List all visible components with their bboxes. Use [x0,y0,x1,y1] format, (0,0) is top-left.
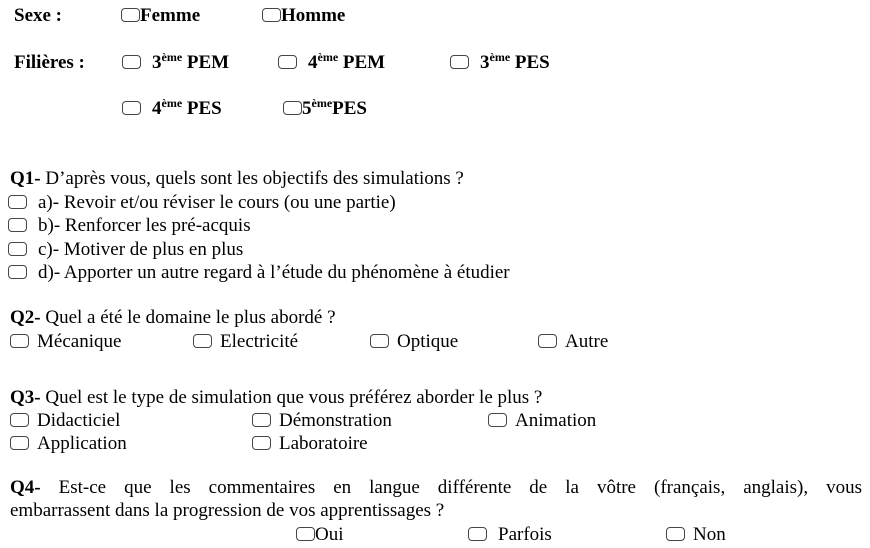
q2-title [10,306,336,329]
checkbox-autre[interactable] [538,334,557,348]
checkbox-4eme-pem[interactable] [278,55,297,69]
q1-option-a-label: a)- Revoir et/ou réviser le cours (ou une partie) [38,192,396,213]
q4-question-line2: embarrassent dans la progression de vos apprentissages ? [10,500,445,521]
q2-question: Quel a été le domaine le plus abordé ? [40,307,336,328]
checkbox-laboratoire[interactable] [252,436,271,450]
electricite-label: Electricité [220,331,299,352]
q2-option-autre [538,330,608,353]
application-label: Application [37,433,127,454]
q2-option-electricite [193,330,298,353]
checkbox-3eme-pem[interactable] [122,55,141,69]
q1-option-d [8,261,510,284]
q1-option-d-label: d)- Apporter un autre regard à l’étude du phénomène à étudier [38,262,510,283]
homme-label: Homme [281,5,346,26]
q4-number: Q4- [10,477,41,498]
checkbox-demonstration[interactable] [252,413,271,427]
checkbox-q1-a[interactable] [8,195,27,209]
mecanique-label: Mécanique [37,331,122,352]
checkbox-application[interactable] [10,436,29,450]
laboratoire-label: Laboratoire [279,433,368,454]
checkbox-electricite[interactable] [193,334,212,348]
q4-question-line1: Est-ce que les commentaires en langue différente de la vôtre (français, anglais), vous [58,477,862,498]
sexe-option-homme [262,4,345,27]
filiere-label-4eme-pem: 4ème PEM [308,50,386,73]
filiere-option-5eme-pes [283,97,367,120]
q1-option-a [8,191,396,214]
checkbox-animation[interactable] [488,413,507,427]
q1-option-b [8,214,251,237]
demonstration-label: Démonstration [279,410,392,431]
q2-option-optique [370,330,458,353]
q4-option-oui [296,523,344,546]
autre-label: Autre [565,331,609,352]
q1-option-c [8,238,243,261]
checkbox-femme[interactable] [121,8,140,22]
q1-option-b-label: b)- Renforcer les pré-acquis [38,215,251,236]
optique-label: Optique [397,331,459,352]
filiere-option-3eme-pem [122,51,229,74]
q1-number: Q1- [10,168,41,189]
q1-question: D’après vous, quels sont les objectifs des simulations ? [40,168,464,189]
animation-label: Animation [515,410,597,431]
filiere-label-3eme-pes: 3ème PES [480,50,550,73]
filiere-label-3eme-pem: 3ème PEM [152,50,230,73]
sexe-label: Sexe : [14,5,63,26]
oui-label: Oui [315,524,344,545]
checkbox-q1-c[interactable] [8,242,27,256]
sexe-option-femme [121,4,200,27]
checkbox-q1-d[interactable] [8,265,27,279]
checkbox-non[interactable] [666,527,685,541]
filiere-option-4eme-pem [278,51,385,74]
parfois-label: Parfois [498,524,552,545]
checkbox-didacticiel[interactable] [10,413,29,427]
checkbox-mecanique[interactable] [10,334,29,348]
filieres-label: Filières : [14,52,85,73]
q3-number: Q3- [10,387,41,408]
checkbox-5eme-pes[interactable] [283,101,302,115]
q4-option-parfois [468,523,552,546]
filiere-option-4eme-pes [122,97,222,120]
checkbox-optique[interactable] [370,334,389,348]
filiere-label-5eme-pes: 5èmePES [302,96,368,119]
q1-option-c-label: c)- Motiver de plus en plus [38,239,244,260]
checkbox-4eme-pes[interactable] [122,101,141,115]
q2-number: Q2- [10,307,41,328]
checkbox-parfois[interactable] [468,527,487,541]
filiere-option-3eme-pes [450,51,550,74]
checkbox-oui[interactable] [296,527,315,541]
q4-title-line1 [10,476,862,499]
checkbox-homme[interactable] [262,8,281,22]
q3-title [10,386,542,409]
q4-option-non [666,523,726,546]
non-label: Non [693,524,726,545]
filiere-label-4eme-pes: 4ème PES [152,96,222,119]
q3-option-animation [488,409,596,432]
checkbox-q1-b[interactable] [8,218,27,232]
femme-label: Femme [140,5,201,26]
q3-question: Quel est le type de simulation que vous préférez aborder le plus ? [40,387,543,408]
q2-option-mecanique [10,330,121,353]
q4-title-line2 [10,499,862,522]
q1-title [10,167,464,190]
checkbox-3eme-pes[interactable] [450,55,469,69]
q3-option-application [10,432,127,455]
q3-option-laboratoire [252,432,368,455]
q3-option-demonstration [252,409,392,432]
didacticiel-label: Didacticiel [37,410,121,431]
q3-option-didacticiel [10,409,120,432]
